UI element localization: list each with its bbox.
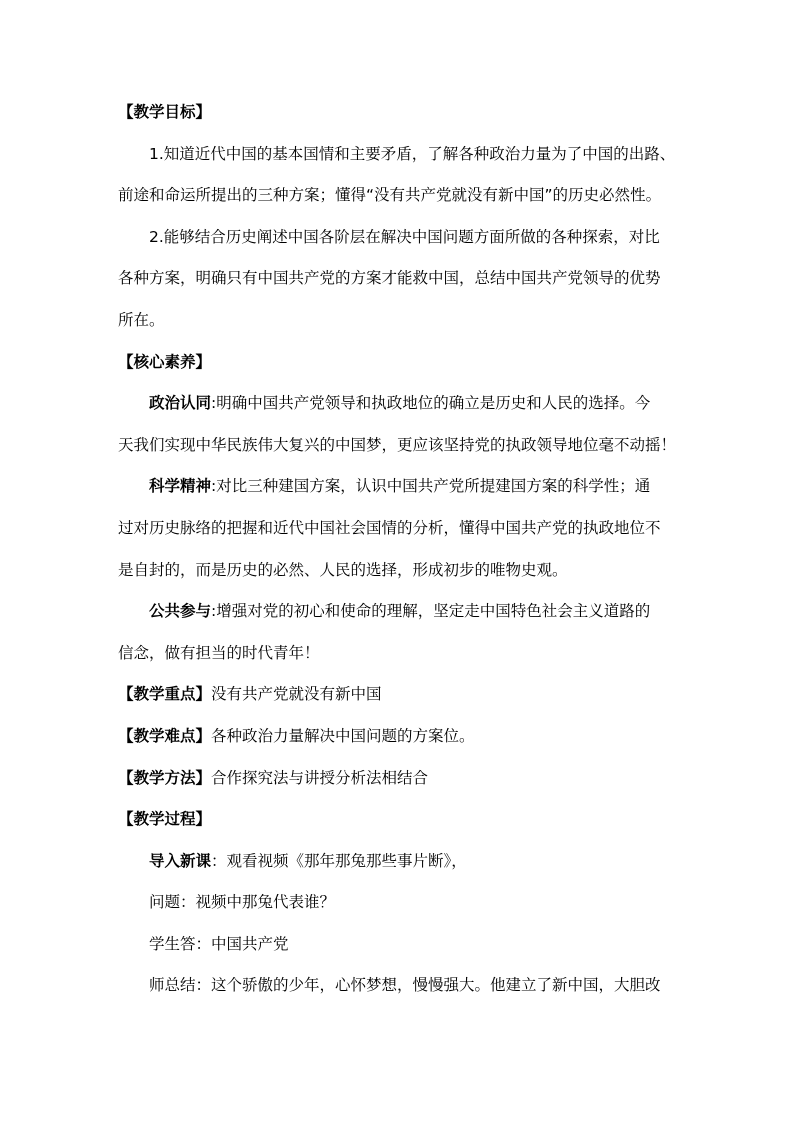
public-participation-text: :增强对党的初心和使命的理解，坚定走中国特色社会主义道路的 <box>211 602 651 621</box>
intro-text: ：观看视频《那年那兔那些事片断》， <box>211 851 467 870</box>
objective-1-line-2: 前途和命运所提出的三种方案；懂得“没有共产党就没有新中国”的历史必然性。 <box>118 186 662 205</box>
objective-1-line-1: 1.知道近代中国的基本国情和主要矛盾，了解各种政治力量为了中国的出路、 <box>149 144 676 163</box>
objective-2-line-2: 各种方案，明确只有中国共产党的方案才能救中国，总结中国共产党领导的优势 <box>118 269 661 288</box>
teaching-keypoint-label: 【教学重点】 <box>118 685 212 704</box>
public-participation-term: 公共参与 <box>149 602 212 621</box>
political-identity-line-2: 天我们实现中华民族伟大复兴的中国梦，更应该坚持党的执政领导地位毫不动摇！ <box>118 435 677 454</box>
teaching-difficulty-text: 各种政治力量解决中国问题的方案位。 <box>211 726 475 745</box>
teacher-summary-line: 师总结：这个骄傲的少年，心怀梦想，慢慢强大。他建立了新中国，大胆改 <box>149 976 661 995</box>
intro-term: 导入新课 <box>149 851 212 870</box>
teaching-method-text: 合作探究法与讲授分析法相结合 <box>211 768 429 787</box>
teaching-keypoint-line <box>118 674 680 716</box>
heading-teaching-objectives: 【教学目标】 <box>118 103 212 121</box>
public-participation-line-1 <box>118 591 680 633</box>
heading-core-literacy: 【核心素养】 <box>118 352 212 371</box>
teaching-keypoint-text: 没有共产党就没有新中国 <box>211 685 382 704</box>
objective-2-line-1: 2.能够结合历史阐述中国各阶层在解决中国问题方面所做的各种探索，对比 <box>149 227 660 246</box>
question-line: 问题：视频中那兔代表谁？ <box>149 893 336 912</box>
scientific-spirit-text: :对比三种建国方案，认识中国共产党所提建国方案的科学性；通 <box>211 477 651 496</box>
scientific-spirit-term: 科学精神 <box>149 477 212 496</box>
heading-teaching-process: 【教学过程】 <box>118 810 212 829</box>
teaching-method-line <box>118 758 680 800</box>
political-identity-line-1 <box>118 383 680 425</box>
scientific-spirit-line-3: 是自封的，而是历史的必然、人民的选择，形成初步的唯物史观。 <box>118 560 568 579</box>
objective-2-line-3: 所在。 <box>118 310 165 329</box>
political-identity-term: 政治认同 <box>149 394 212 413</box>
scientific-spirit-line-2: 过对历史脉络的把握和近代中国社会国情的分析，懂得中国共产党的执政地位不 <box>118 518 661 537</box>
teaching-method-label: 【教学方法】 <box>118 768 212 787</box>
student-answer-line: 学生答：中国共产党 <box>149 934 289 953</box>
scientific-spirit-line-1 <box>118 466 680 508</box>
political-identity-text: :明确中国共产党领导和执政地位的确立是历史和人民的选择。今 <box>211 394 651 413</box>
document-body <box>118 92 680 1007</box>
intro-line <box>118 841 680 883</box>
teaching-difficulty-label: 【教学难点】 <box>118 726 212 745</box>
teaching-difficulty-line <box>118 716 680 758</box>
public-participation-line-2: 信念，做有担当的时代青年！ <box>118 643 320 662</box>
